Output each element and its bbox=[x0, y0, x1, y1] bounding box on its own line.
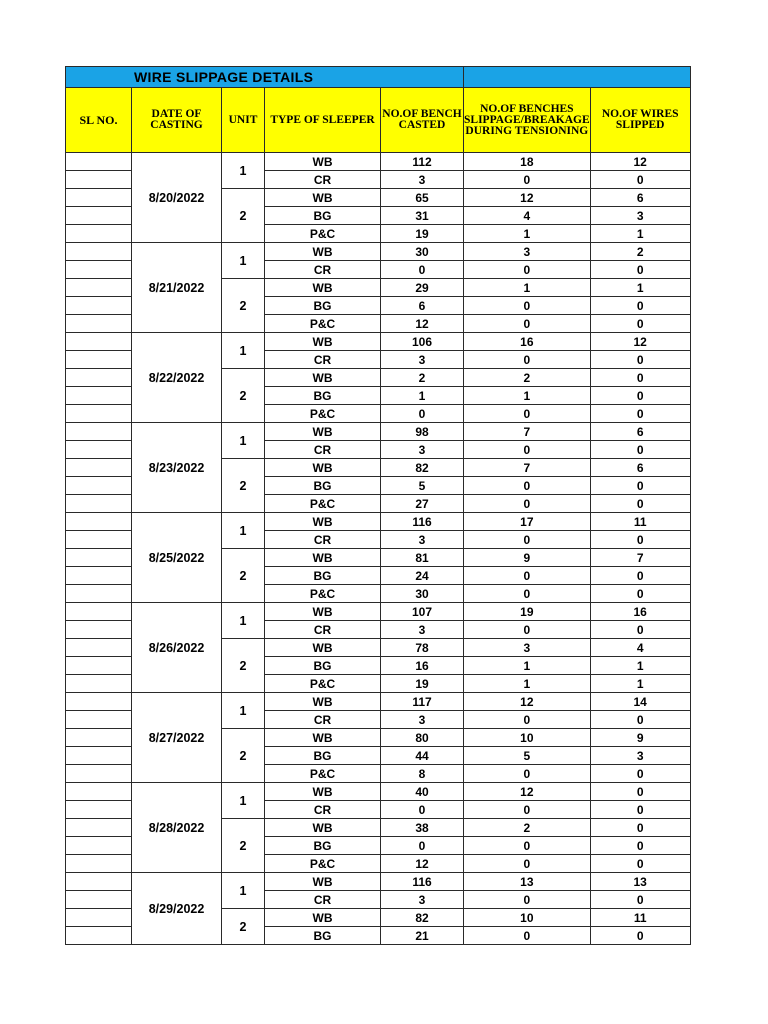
wires-slipped-cell[interactable]: 0 bbox=[590, 711, 690, 729]
wires-slipped-cell[interactable]: 0 bbox=[590, 405, 690, 423]
benches-slippage-cell[interactable]: 0 bbox=[464, 261, 591, 279]
benches-slippage-cell[interactable]: 0 bbox=[464, 891, 591, 909]
sleeper-type-cell[interactable]: P&C bbox=[265, 405, 381, 423]
sl-no-cell[interactable] bbox=[66, 207, 132, 225]
sleeper-type-cell[interactable]: CR bbox=[265, 621, 381, 639]
benches-slippage-cell[interactable]: 0 bbox=[464, 351, 591, 369]
sleeper-type-cell[interactable]: BG bbox=[265, 387, 381, 405]
wires-slipped-cell[interactable]: 0 bbox=[590, 819, 690, 837]
sl-no-cell[interactable] bbox=[66, 189, 132, 207]
wires-slipped-cell[interactable]: 0 bbox=[590, 297, 690, 315]
bench-casted-cell[interactable]: 3 bbox=[381, 441, 464, 459]
sl-no-cell[interactable] bbox=[66, 747, 132, 765]
benches-slippage-cell[interactable]: 0 bbox=[464, 765, 591, 783]
sleeper-type-cell[interactable]: CR bbox=[265, 261, 381, 279]
benches-slippage-cell[interactable]: 3 bbox=[464, 243, 591, 261]
sleeper-type-cell[interactable]: WB bbox=[265, 369, 381, 387]
sl-no-cell[interactable] bbox=[66, 495, 132, 513]
wires-slipped-cell[interactable]: 0 bbox=[590, 441, 690, 459]
bench-casted-cell[interactable]: 81 bbox=[381, 549, 464, 567]
benches-slippage-cell[interactable]: 2 bbox=[464, 819, 591, 837]
sleeper-type-cell[interactable]: WB bbox=[265, 819, 381, 837]
table-row bbox=[66, 153, 691, 171]
wires-slipped-cell[interactable]: 0 bbox=[590, 369, 690, 387]
sl-no-cell[interactable] bbox=[66, 513, 132, 531]
wires-slipped-cell[interactable]: 12 bbox=[590, 333, 690, 351]
sl-no-cell[interactable] bbox=[66, 459, 132, 477]
header-benches-slippage[interactable]: NO.OF BENCHES SLIPPAGE/BREAKAGE DURING TENSIONING bbox=[464, 88, 591, 153]
wires-slipped-cell[interactable]: 1 bbox=[590, 225, 690, 243]
benches-slippage-cell[interactable]: 0 bbox=[464, 441, 591, 459]
header-wires-slipped[interactable]: NO.OF WIRES SLIPPED bbox=[590, 88, 690, 153]
benches-slippage-cell[interactable]: 0 bbox=[464, 477, 591, 495]
date-cell[interactable]: 8/21/2022 bbox=[132, 243, 222, 333]
sleeper-type-cell[interactable]: P&C bbox=[265, 585, 381, 603]
bench-casted-cell[interactable]: 6 bbox=[381, 297, 464, 315]
bench-casted-cell[interactable]: 44 bbox=[381, 747, 464, 765]
benches-slippage-cell[interactable]: 4 bbox=[464, 207, 591, 225]
date-cell[interactable]: 8/28/2022 bbox=[132, 783, 222, 873]
sleeper-type-cell[interactable]: WB bbox=[265, 189, 381, 207]
sleeper-type-cell[interactable]: CR bbox=[265, 711, 381, 729]
benches-slippage-cell[interactable]: 3 bbox=[464, 639, 591, 657]
sleeper-type-cell[interactable]: CR bbox=[265, 801, 381, 819]
bench-casted-cell[interactable]: 19 bbox=[381, 675, 464, 693]
sleeper-type-cell[interactable]: CR bbox=[265, 891, 381, 909]
bench-casted-cell[interactable]: 27 bbox=[381, 495, 464, 513]
wires-slipped-cell[interactable]: 0 bbox=[590, 927, 690, 945]
wires-slipped-cell[interactable]: 1 bbox=[590, 279, 690, 297]
title-cell[interactable] bbox=[66, 67, 464, 88]
sleeper-type-cell[interactable]: WB bbox=[265, 603, 381, 621]
benches-slippage-cell[interactable]: 1 bbox=[464, 675, 591, 693]
unit-cell[interactable]: 1 bbox=[222, 243, 265, 279]
unit-cell[interactable]: 1 bbox=[222, 153, 265, 189]
wires-slipped-cell[interactable]: 0 bbox=[590, 765, 690, 783]
sl-no-cell[interactable] bbox=[66, 927, 132, 945]
sleeper-type-cell[interactable]: CR bbox=[265, 171, 381, 189]
bench-casted-cell[interactable]: 80 bbox=[381, 729, 464, 747]
sl-no-cell[interactable] bbox=[66, 639, 132, 657]
spreadsheet-sheet bbox=[65, 66, 691, 945]
bench-casted-cell[interactable]: 12 bbox=[381, 855, 464, 873]
sl-no-cell[interactable] bbox=[66, 621, 132, 639]
sl-no-cell[interactable] bbox=[66, 603, 132, 621]
bench-casted-cell[interactable]: 82 bbox=[381, 459, 464, 477]
benches-slippage-cell[interactable]: 12 bbox=[464, 189, 591, 207]
benches-slippage-cell[interactable]: 10 bbox=[464, 909, 591, 927]
bench-casted-cell[interactable]: 1 bbox=[381, 387, 464, 405]
wires-slipped-cell[interactable]: 0 bbox=[590, 171, 690, 189]
benches-slippage-cell[interactable]: 1 bbox=[464, 657, 591, 675]
benches-slippage-cell[interactable]: 0 bbox=[464, 315, 591, 333]
unit-cell[interactable]: 1 bbox=[222, 873, 265, 909]
wires-slipped-cell[interactable]: 0 bbox=[590, 783, 690, 801]
sleeper-type-cell[interactable]: BG bbox=[265, 477, 381, 495]
sleeper-type-cell[interactable]: BG bbox=[265, 297, 381, 315]
unit-cell[interactable]: 2 bbox=[222, 909, 265, 945]
sl-no-cell[interactable] bbox=[66, 909, 132, 927]
wires-slipped-cell[interactable]: 0 bbox=[590, 585, 690, 603]
sleeper-type-cell[interactable]: WB bbox=[265, 153, 381, 171]
unit-cell[interactable]: 2 bbox=[222, 549, 265, 603]
wires-slipped-cell[interactable]: 7 bbox=[590, 549, 690, 567]
wires-slipped-cell[interactable]: 11 bbox=[590, 513, 690, 531]
wires-slipped-cell[interactable]: 0 bbox=[590, 801, 690, 819]
table-row bbox=[66, 693, 691, 711]
sleeper-type-cell[interactable]: BG bbox=[265, 837, 381, 855]
benches-slippage-cell[interactable]: 0 bbox=[464, 495, 591, 513]
unit-cell[interactable]: 1 bbox=[222, 423, 265, 459]
sleeper-type-cell[interactable]: P&C bbox=[265, 495, 381, 513]
bench-casted-cell[interactable]: 24 bbox=[381, 567, 464, 585]
benches-slippage-cell[interactable]: 0 bbox=[464, 621, 591, 639]
wires-slipped-cell[interactable]: 0 bbox=[590, 891, 690, 909]
wires-slipped-cell[interactable]: 0 bbox=[590, 261, 690, 279]
benches-slippage-cell[interactable]: 10 bbox=[464, 729, 591, 747]
bench-casted-cell[interactable]: 107 bbox=[381, 603, 464, 621]
bench-casted-cell[interactable]: 31 bbox=[381, 207, 464, 225]
sleeper-type-cell[interactable]: WB bbox=[265, 873, 381, 891]
sleeper-type-cell[interactable]: P&C bbox=[265, 855, 381, 873]
bench-casted-cell[interactable]: 3 bbox=[381, 621, 464, 639]
sl-no-cell[interactable] bbox=[66, 801, 132, 819]
date-cell[interactable]: 8/25/2022 bbox=[132, 513, 222, 603]
benches-slippage-cell[interactable]: 1 bbox=[464, 225, 591, 243]
wires-slipped-cell[interactable]: 6 bbox=[590, 189, 690, 207]
sl-no-cell[interactable] bbox=[66, 279, 132, 297]
sl-no-cell[interactable] bbox=[66, 441, 132, 459]
bench-casted-cell[interactable]: 0 bbox=[381, 405, 464, 423]
wires-slipped-cell[interactable]: 0 bbox=[590, 477, 690, 495]
sl-no-cell[interactable] bbox=[66, 171, 132, 189]
benches-slippage-cell[interactable]: 0 bbox=[464, 171, 591, 189]
header-unit[interactable]: UNIT bbox=[222, 88, 265, 153]
bench-casted-cell[interactable]: 38 bbox=[381, 819, 464, 837]
sleeper-type-cell[interactable]: P&C bbox=[265, 225, 381, 243]
sl-no-cell[interactable] bbox=[66, 477, 132, 495]
unit-cell[interactable]: 2 bbox=[222, 369, 265, 423]
wires-slipped-cell[interactable]: 3 bbox=[590, 207, 690, 225]
table-row bbox=[66, 783, 691, 801]
sleeper-type-cell[interactable]: CR bbox=[265, 441, 381, 459]
benches-slippage-cell[interactable]: 7 bbox=[464, 423, 591, 441]
wires-slipped-cell[interactable]: 6 bbox=[590, 423, 690, 441]
date-cell[interactable]: 8/23/2022 bbox=[132, 423, 222, 513]
benches-slippage-cell[interactable]: 7 bbox=[464, 459, 591, 477]
bench-casted-cell[interactable]: 0 bbox=[381, 837, 464, 855]
unit-cell[interactable]: 2 bbox=[222, 279, 265, 333]
benches-slippage-cell[interactable]: 0 bbox=[464, 927, 591, 945]
benches-slippage-cell[interactable]: 9 bbox=[464, 549, 591, 567]
unit-cell[interactable]: 1 bbox=[222, 603, 265, 639]
benches-slippage-cell[interactable]: 1 bbox=[464, 387, 591, 405]
sleeper-type-cell[interactable]: WB bbox=[265, 243, 381, 261]
bench-casted-cell[interactable]: 40 bbox=[381, 783, 464, 801]
sleeper-type-cell[interactable]: WB bbox=[265, 333, 381, 351]
sleeper-type-cell[interactable]: P&C bbox=[265, 765, 381, 783]
benches-slippage-cell[interactable]: 0 bbox=[464, 531, 591, 549]
sl-no-cell[interactable] bbox=[66, 423, 132, 441]
sl-no-cell[interactable] bbox=[66, 225, 132, 243]
date-cell[interactable]: 8/27/2022 bbox=[132, 693, 222, 783]
sl-no-cell[interactable] bbox=[66, 837, 132, 855]
unit-cell[interactable]: 2 bbox=[222, 819, 265, 873]
benches-slippage-cell[interactable]: 0 bbox=[464, 837, 591, 855]
bench-casted-cell[interactable]: 19 bbox=[381, 225, 464, 243]
unit-cell[interactable]: 1 bbox=[222, 693, 265, 729]
sl-no-cell[interactable] bbox=[66, 873, 132, 891]
title-row bbox=[66, 67, 691, 88]
bench-casted-cell[interactable]: 8 bbox=[381, 765, 464, 783]
wires-slipped-cell[interactable]: 0 bbox=[590, 495, 690, 513]
sleeper-type-cell[interactable]: WB bbox=[265, 279, 381, 297]
sleeper-type-cell[interactable]: BG bbox=[265, 567, 381, 585]
sl-no-cell[interactable] bbox=[66, 711, 132, 729]
bench-casted-cell[interactable]: 21 bbox=[381, 927, 464, 945]
sl-no-cell[interactable] bbox=[66, 585, 132, 603]
benches-slippage-cell[interactable]: 2 bbox=[464, 369, 591, 387]
bench-casted-cell[interactable]: 116 bbox=[381, 873, 464, 891]
bench-casted-cell[interactable]: 29 bbox=[381, 279, 464, 297]
date-cell[interactable]: 8/22/2022 bbox=[132, 333, 222, 423]
sl-no-cell[interactable] bbox=[66, 549, 132, 567]
benches-slippage-cell[interactable]: 18 bbox=[464, 153, 591, 171]
unit-cell[interactable]: 2 bbox=[222, 639, 265, 693]
sl-no-cell[interactable] bbox=[66, 333, 132, 351]
bench-casted-cell[interactable]: 3 bbox=[381, 711, 464, 729]
wires-slipped-cell[interactable]: 0 bbox=[590, 855, 690, 873]
sl-no-cell[interactable] bbox=[66, 351, 132, 369]
benches-slippage-cell[interactable]: 5 bbox=[464, 747, 591, 765]
sl-no-cell[interactable] bbox=[66, 891, 132, 909]
sleeper-type-cell[interactable]: WB bbox=[265, 909, 381, 927]
wires-slipped-cell[interactable]: 0 bbox=[590, 387, 690, 405]
sleeper-type-cell[interactable]: WB bbox=[265, 783, 381, 801]
wires-slipped-cell[interactable]: 0 bbox=[590, 315, 690, 333]
sleeper-type-cell[interactable]: WB bbox=[265, 513, 381, 531]
header-row bbox=[66, 88, 691, 153]
date-cell[interactable]: 8/26/2022 bbox=[132, 603, 222, 693]
table-row bbox=[66, 513, 691, 531]
unit-cell[interactable]: 1 bbox=[222, 333, 265, 369]
sl-no-cell[interactable] bbox=[66, 243, 132, 261]
bench-casted-cell[interactable]: 0 bbox=[381, 801, 464, 819]
wires-slipped-cell[interactable]: 0 bbox=[590, 567, 690, 585]
sl-no-cell[interactable] bbox=[66, 261, 132, 279]
sleeper-type-cell[interactable]: WB bbox=[265, 639, 381, 657]
wires-slipped-cell[interactable]: 1 bbox=[590, 657, 690, 675]
header-sl-no[interactable]: SL NO. bbox=[66, 88, 132, 153]
benches-slippage-cell[interactable]: 12 bbox=[464, 783, 591, 801]
benches-slippage-cell[interactable]: 13 bbox=[464, 873, 591, 891]
wires-slipped-cell[interactable]: 2 bbox=[590, 243, 690, 261]
sleeper-type-cell[interactable]: P&C bbox=[265, 675, 381, 693]
sleeper-type-cell[interactable]: WB bbox=[265, 549, 381, 567]
benches-slippage-cell[interactable]: 0 bbox=[464, 855, 591, 873]
date-cell[interactable]: 8/29/2022 bbox=[132, 873, 222, 945]
wires-slipped-cell[interactable]: 4 bbox=[590, 639, 690, 657]
sl-no-cell[interactable] bbox=[66, 531, 132, 549]
bench-casted-cell[interactable]: 30 bbox=[381, 243, 464, 261]
benches-slippage-cell[interactable]: 1 bbox=[464, 279, 591, 297]
header-type-of-sleeper[interactable]: TYPE OF SLEEPER bbox=[265, 88, 381, 153]
header-bench-casted[interactable]: NO.OF BENCH CASTED bbox=[381, 88, 464, 153]
wire-slippage-table bbox=[65, 66, 691, 945]
bench-casted-cell[interactable]: 116 bbox=[381, 513, 464, 531]
title-fill-cell[interactable] bbox=[464, 67, 691, 88]
bench-casted-cell[interactable]: 65 bbox=[381, 189, 464, 207]
sl-no-cell[interactable] bbox=[66, 405, 132, 423]
table-row bbox=[66, 603, 691, 621]
unit-cell[interactable]: 2 bbox=[222, 459, 265, 513]
benches-slippage-cell[interactable]: 0 bbox=[464, 585, 591, 603]
sleeper-type-cell[interactable]: BG bbox=[265, 747, 381, 765]
sl-no-cell[interactable] bbox=[66, 783, 132, 801]
bench-casted-cell[interactable]: 3 bbox=[381, 531, 464, 549]
wires-slipped-cell[interactable]: 0 bbox=[590, 351, 690, 369]
bench-casted-cell[interactable]: 78 bbox=[381, 639, 464, 657]
bench-casted-cell[interactable]: 98 bbox=[381, 423, 464, 441]
wires-slipped-cell[interactable]: 3 bbox=[590, 747, 690, 765]
benches-slippage-cell[interactable]: 0 bbox=[464, 567, 591, 585]
bench-casted-cell[interactable]: 16 bbox=[381, 657, 464, 675]
table-row bbox=[66, 333, 691, 351]
date-cell[interactable]: 8/20/2022 bbox=[132, 153, 222, 243]
sl-no-cell[interactable] bbox=[66, 153, 132, 171]
sheet-title: WIRE SLIPPAGE DETAILS bbox=[134, 69, 314, 85]
table-row bbox=[66, 423, 691, 441]
benches-slippage-cell[interactable]: 17 bbox=[464, 513, 591, 531]
benches-slippage-cell[interactable]: 19 bbox=[464, 603, 591, 621]
bench-casted-cell[interactable]: 117 bbox=[381, 693, 464, 711]
wires-slipped-cell[interactable]: 14 bbox=[590, 693, 690, 711]
sleeper-type-cell[interactable]: CR bbox=[265, 531, 381, 549]
wires-slipped-cell[interactable]: 0 bbox=[590, 837, 690, 855]
benches-slippage-cell[interactable]: 16 bbox=[464, 333, 591, 351]
wires-slipped-cell[interactable]: 9 bbox=[590, 729, 690, 747]
sl-no-cell[interactable] bbox=[66, 297, 132, 315]
wires-slipped-cell[interactable]: 0 bbox=[590, 531, 690, 549]
header-date-of-casting[interactable]: DATE OF CASTING bbox=[132, 88, 222, 153]
bench-casted-cell[interactable]: 2 bbox=[381, 369, 464, 387]
table-row bbox=[66, 243, 691, 261]
unit-cell[interactable]: 1 bbox=[222, 513, 265, 549]
sl-no-cell[interactable] bbox=[66, 765, 132, 783]
sl-no-cell[interactable] bbox=[66, 567, 132, 585]
bench-casted-cell[interactable]: 3 bbox=[381, 171, 464, 189]
bench-casted-cell[interactable]: 12 bbox=[381, 315, 464, 333]
benches-slippage-cell[interactable]: 0 bbox=[464, 297, 591, 315]
table-row bbox=[66, 873, 691, 891]
unit-cell[interactable]: 1 bbox=[222, 783, 265, 819]
sleeper-type-cell[interactable]: CR bbox=[265, 351, 381, 369]
sl-no-cell[interactable] bbox=[66, 819, 132, 837]
unit-cell[interactable]: 2 bbox=[222, 729, 265, 783]
bench-casted-cell[interactable]: 106 bbox=[381, 333, 464, 351]
wires-slipped-cell[interactable]: 16 bbox=[590, 603, 690, 621]
bench-casted-cell[interactable]: 3 bbox=[381, 891, 464, 909]
sl-no-cell[interactable] bbox=[66, 369, 132, 387]
sleeper-type-cell[interactable]: WB bbox=[265, 423, 381, 441]
sl-no-cell[interactable] bbox=[66, 387, 132, 405]
sleeper-type-cell[interactable]: BG bbox=[265, 927, 381, 945]
sl-no-cell[interactable] bbox=[66, 657, 132, 675]
sleeper-type-cell[interactable]: WB bbox=[265, 693, 381, 711]
unit-cell[interactable]: 2 bbox=[222, 189, 265, 243]
wires-slipped-cell[interactable]: 13 bbox=[590, 873, 690, 891]
sl-no-cell[interactable] bbox=[66, 855, 132, 873]
benches-slippage-cell[interactable]: 0 bbox=[464, 405, 591, 423]
bench-casted-cell[interactable]: 5 bbox=[381, 477, 464, 495]
sl-no-cell[interactable] bbox=[66, 729, 132, 747]
sl-no-cell[interactable] bbox=[66, 693, 132, 711]
sleeper-type-cell[interactable]: WB bbox=[265, 459, 381, 477]
wires-slipped-cell[interactable]: 0 bbox=[590, 621, 690, 639]
bench-casted-cell[interactable]: 112 bbox=[381, 153, 464, 171]
sleeper-type-cell[interactable]: P&C bbox=[265, 315, 381, 333]
bench-casted-cell[interactable]: 82 bbox=[381, 909, 464, 927]
wires-slipped-cell[interactable]: 6 bbox=[590, 459, 690, 477]
wires-slipped-cell[interactable]: 1 bbox=[590, 675, 690, 693]
bench-casted-cell[interactable]: 30 bbox=[381, 585, 464, 603]
sleeper-type-cell[interactable]: BG bbox=[265, 207, 381, 225]
sleeper-type-cell[interactable]: WB bbox=[265, 729, 381, 747]
wires-slipped-cell[interactable]: 11 bbox=[590, 909, 690, 927]
sl-no-cell[interactable] bbox=[66, 315, 132, 333]
benches-slippage-cell[interactable]: 0 bbox=[464, 801, 591, 819]
sleeper-type-cell[interactable]: BG bbox=[265, 657, 381, 675]
benches-slippage-cell[interactable]: 12 bbox=[464, 693, 591, 711]
bench-casted-cell[interactable]: 0 bbox=[381, 261, 464, 279]
benches-slippage-cell[interactable]: 0 bbox=[464, 711, 591, 729]
sl-no-cell[interactable] bbox=[66, 675, 132, 693]
bench-casted-cell[interactable]: 3 bbox=[381, 351, 464, 369]
wires-slipped-cell[interactable]: 12 bbox=[590, 153, 690, 171]
